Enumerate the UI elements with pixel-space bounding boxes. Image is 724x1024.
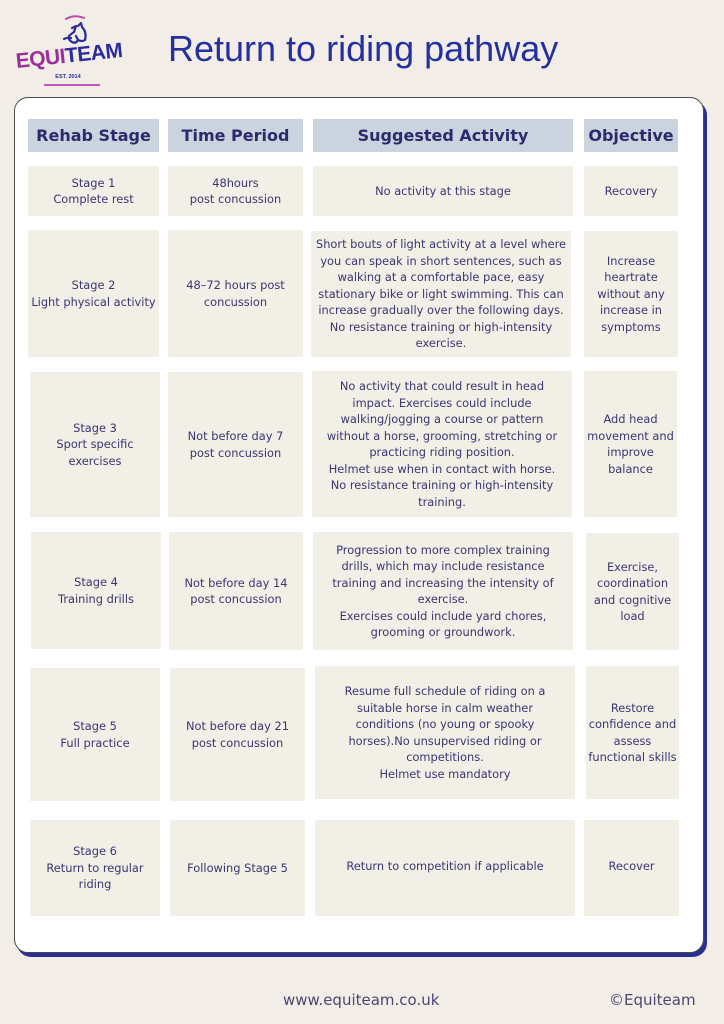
- website-link[interactable]: www.equiteam.co.uk: [283, 991, 440, 1009]
- activity-text: Return to competition if applicable: [346, 858, 544, 873]
- stage-text: Stage 3 Sport specific exercises: [56, 420, 134, 468]
- table-row-3-activity: [312, 371, 572, 517]
- stage-text: Stage 4 Training drills: [58, 575, 134, 606]
- header-rehab-stage: Rehab Stage: [28, 119, 159, 152]
- table-row-5-time: [170, 668, 305, 801]
- logo-established: EST. 2014: [55, 74, 81, 80]
- table-row-3-objective: [584, 371, 677, 517]
- objective-text: Increase heartrate without any increase in symptoms: [597, 253, 665, 334]
- time-text: 48–72 hours post concussion: [186, 278, 285, 309]
- table-row-6-activity: [315, 820, 575, 916]
- table-row-2-objective: [584, 231, 678, 357]
- time-text: Following Stage 5: [187, 860, 288, 875]
- equiteam-logo: [12, 6, 122, 84]
- table-row-6-objective: [584, 820, 679, 916]
- header-time-period: Time Period: [168, 119, 303, 152]
- table-row-6-stage: [30, 820, 160, 916]
- table-row-5-objective: [586, 666, 679, 799]
- table-row-4-stage: [31, 532, 161, 649]
- stage-text: Stage 5 Full practice: [60, 719, 130, 750]
- activity-text: Progression to more complex training drills, which may include resistance training and increasing the intensity of exercise. Exercises could include yard chores, grooming or groundwork.: [332, 542, 554, 639]
- page-title: Return to riding pathway: [168, 28, 559, 69]
- time-text: Not before day 7 post concussion: [187, 429, 284, 460]
- table-row-4-activity: [313, 532, 573, 650]
- objective-text: Recovery: [604, 183, 658, 198]
- table-row-5-activity: [315, 666, 575, 799]
- table-row-2-stage: [28, 230, 159, 357]
- table-row-1-time: [168, 166, 303, 216]
- time-text: Not before day 14 post concussion: [184, 575, 288, 606]
- objective-text: Exercise, coordination and cognitive load: [593, 559, 672, 623]
- logo-brand-part1: EQUI: [14, 44, 67, 73]
- table-row-2-time: [168, 230, 303, 357]
- table-row-6-time: [170, 820, 305, 916]
- table-row-4-objective: [586, 533, 679, 650]
- table-row-4-time: [169, 532, 303, 650]
- logo-wordmark: [14, 38, 124, 74]
- copyright-text: ©Equiteam: [609, 991, 696, 1009]
- activity-text: No activity that could result in head impact. Exercises could include walking/jogging a course or pattern without a horse, grooming, stretching or practicing riding position. Helmet use when in contact with horse. No resistance training or high-intensity training.: [326, 379, 558, 509]
- table-row-1-activity: [313, 166, 573, 216]
- table-row-3-stage: [30, 372, 160, 517]
- stage-text: Stage 1 Complete rest: [53, 175, 134, 206]
- activity-text: Resume full schedule of riding on a suitable horse in calm weather conditions (no young or spooky horses).No unsupervised riding or competitions. Helmet use mandatory: [344, 684, 546, 781]
- time-text: Not before day 21 post concussion: [186, 719, 289, 750]
- activity-text: No activity at this stage: [375, 183, 511, 198]
- objective-text: Recover: [608, 858, 655, 873]
- stage-text: Stage 6 Return to regular riding: [46, 844, 144, 892]
- logo-brand-part2: TEAM: [63, 38, 124, 68]
- header-suggested-activity: Suggested Activity: [313, 119, 573, 152]
- stage-text: Stage 2 Light physical activity: [31, 278, 156, 309]
- table-row-1-stage: [28, 166, 159, 216]
- logo-divider: [44, 84, 100, 86]
- activity-text: Short bouts of light activity at a level where you can speak in short sentences, such as walking at a comfortable pace, easy stationary bike or light swimming. This can increase gradually over the following days. No resistance training or high-intensity exercise.: [315, 237, 567, 351]
- table-row-3-time: [168, 372, 303, 517]
- table-row-5-stage: [30, 668, 160, 801]
- time-text: 48hours post concussion: [189, 175, 282, 206]
- table-row-1-objective: [584, 166, 678, 216]
- header-objective: Objective: [584, 119, 678, 152]
- objective-text: Add head movement and improve balance: [587, 412, 674, 476]
- objective-text: Restore confidence and assess functional skills: [588, 700, 677, 764]
- table-row-2-activity: [311, 231, 571, 357]
